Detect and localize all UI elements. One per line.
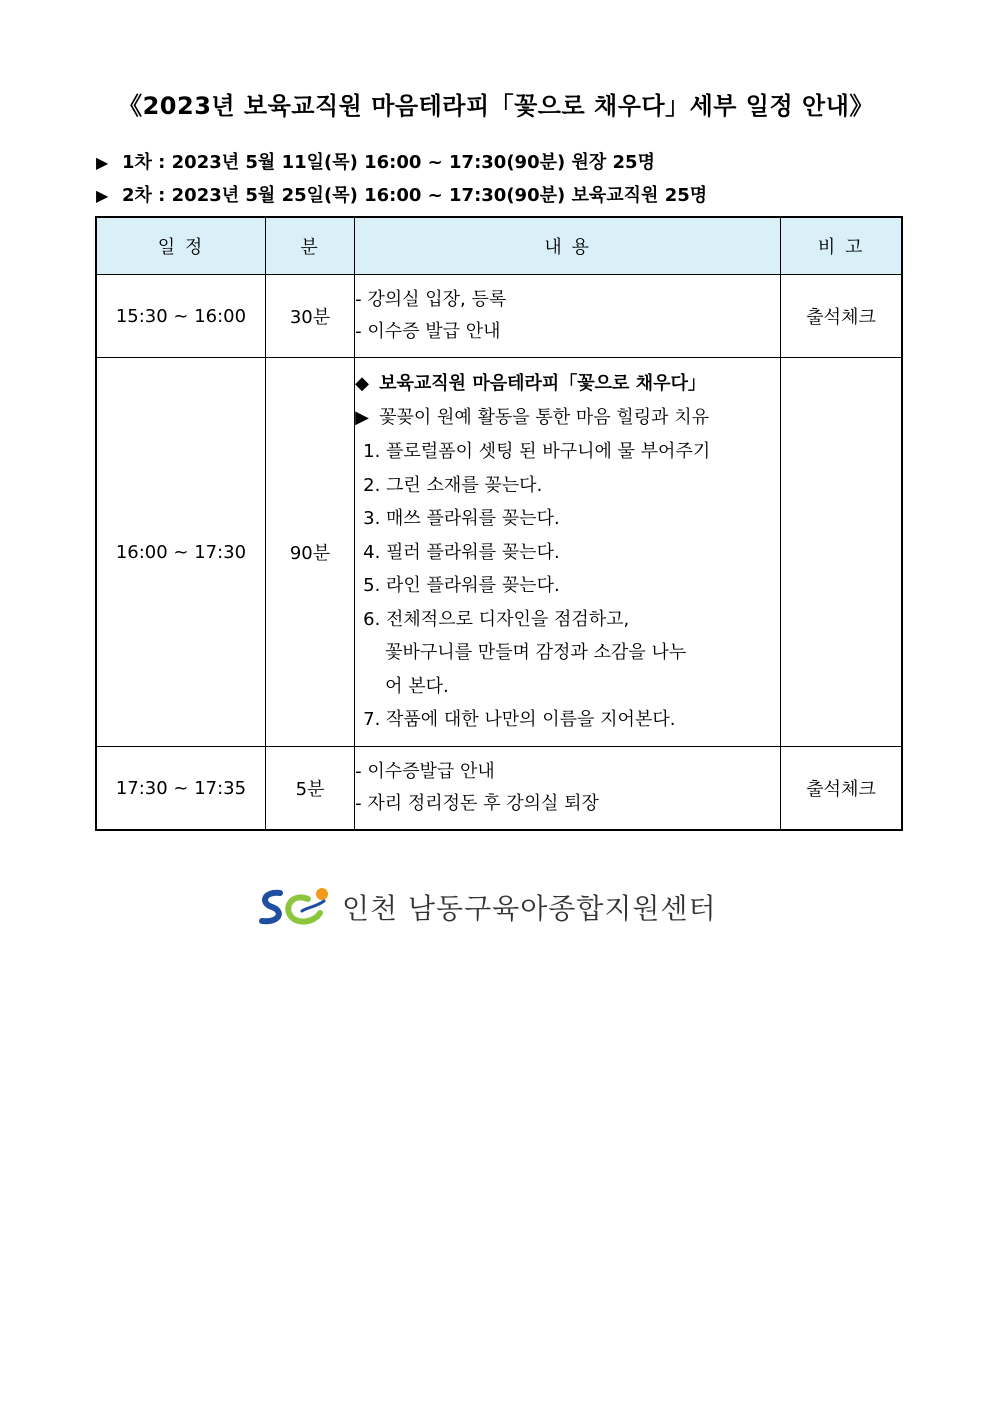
organization-name: 인천 남동구육아종합지원센터 — [342, 892, 717, 925]
row-minutes: 30분 — [265, 275, 354, 358]
step-item: 2. 그린 소재를 꽂는다. — [363, 474, 543, 496]
content-item: - 이수증 발급 안내 — [355, 321, 501, 342]
table-header-row — [96, 217, 902, 275]
row-time: 17:30 ~ 17:35 — [96, 747, 265, 831]
step-item: 3. 매쓰 플라워를 꽂는다. — [363, 508, 560, 530]
header-time: 일 정 — [96, 217, 265, 275]
organization-logo — [258, 884, 717, 930]
row-content — [355, 275, 781, 358]
program-subtitle: ▶ 꽃꽂이 원예 활동을 통한 마음 힐링과 치유 — [355, 401, 780, 435]
row-content — [355, 358, 781, 747]
step-item: 5. 라인 플라워를 꽂는다. — [363, 575, 560, 597]
nam-dong-logo-icon — [258, 885, 330, 929]
diamond-icon: ◆ — [355, 373, 369, 395]
row-content — [355, 747, 781, 831]
row-note: 출석체크 — [781, 275, 902, 358]
session-1-text: 1차 : 2023년 5월 11일(목) 16:00 ~ 17:30(90분) 원장 25명 — [122, 152, 655, 173]
row-note — [781, 358, 902, 747]
header-minutes: 분 — [265, 217, 354, 275]
table-row — [96, 747, 902, 831]
triangle-right-icon: ▶ — [355, 407, 369, 429]
session-2-line — [96, 181, 707, 207]
session-1-line — [96, 148, 655, 174]
triangle-right-icon: ▶ — [96, 186, 109, 205]
header-note: 비 고 — [781, 217, 902, 275]
table-row — [96, 275, 902, 358]
content-item: - 강의실 입장, 등록 — [355, 289, 507, 310]
content-item: - 이수증발급 안내 — [355, 761, 495, 782]
header-content: 내 용 — [355, 217, 781, 275]
row-time: 16:00 ~ 17:30 — [96, 358, 265, 747]
step-item-continuation: 어 본다. — [385, 675, 449, 697]
row-minutes: 5분 — [265, 747, 354, 831]
row-minutes: 90분 — [265, 358, 354, 747]
program-title: ◆ 보육교직원 마음테라피「꽃으로 채우다」 — [355, 367, 780, 401]
table-row — [96, 358, 902, 747]
row-note: 출석체크 — [781, 747, 902, 831]
step-item: 6. 전체적으로 디자인을 점검하고, — [363, 608, 630, 630]
step-item: 7. 작품에 대한 나만의 이름을 지어본다. — [363, 709, 676, 731]
content-item: - 자리 정리정돈 후 강의실 퇴장 — [355, 793, 599, 814]
document-title: 《2023년 보육교직원 마음테라피「꽃으로 채우다」세부 일정 안내》 — [118, 92, 874, 120]
row-time: 15:30 ~ 16:00 — [96, 275, 265, 358]
step-item-continuation: 꽃바구니를 만들며 감정과 소감을 나누 — [385, 642, 687, 664]
session-2-text: 2차 : 2023년 5월 25일(목) 16:00 ~ 17:30(90분) 보육교직원 25명 — [122, 185, 708, 206]
step-item: 1. 플로럴폼이 셋팅 된 바구니에 물 부어주기 — [363, 441, 711, 463]
triangle-right-icon: ▶ — [96, 153, 109, 172]
step-item: 4. 필러 플라워를 꽂는다. — [363, 541, 560, 563]
schedule-table — [95, 216, 903, 831]
